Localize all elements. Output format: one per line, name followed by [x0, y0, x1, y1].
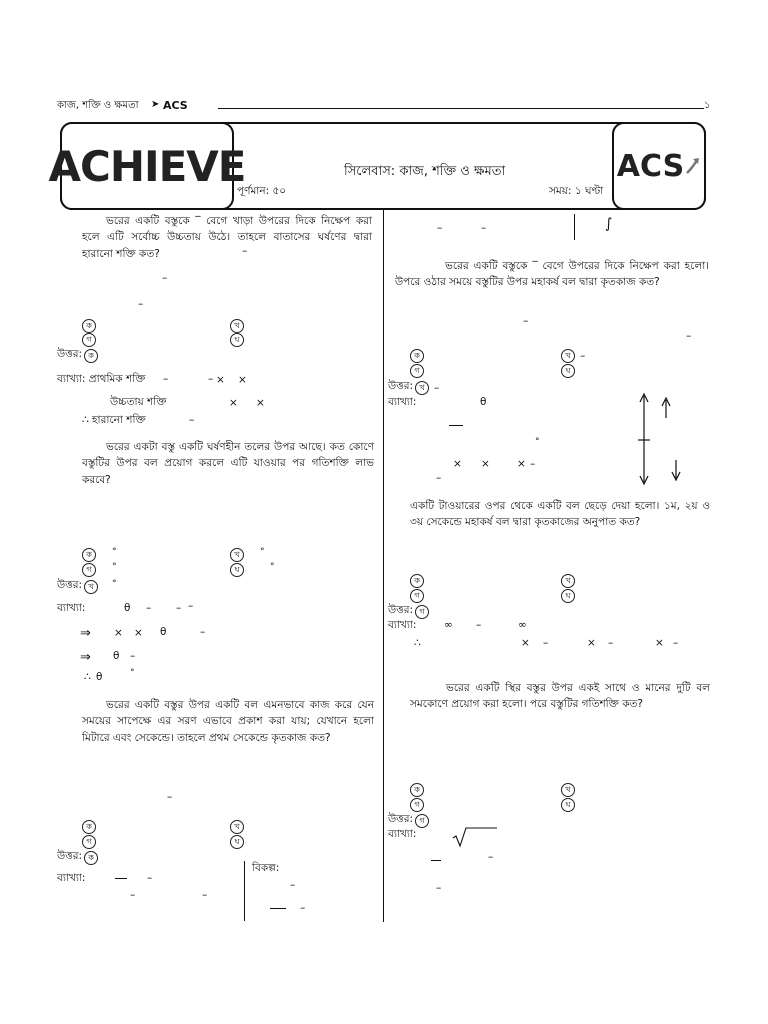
q5-exp-sym: –: [543, 637, 549, 649]
force-diagram: [630, 392, 690, 488]
fraction-bar: [115, 878, 127, 879]
q2-exp-sym: –: [146, 602, 152, 614]
q1-exp-sym: –: [208, 373, 214, 385]
q5-option-d[interactable]: [561, 589, 575, 603]
option-label: গ: [82, 563, 96, 577]
q2-option-b[interactable]: [230, 548, 265, 562]
q4-exp-sym: θ: [480, 396, 487, 408]
q2-option-d[interactable]: [230, 563, 275, 577]
q4-exp-sym: –: [530, 458, 536, 470]
q2-exp-sym: ∴: [84, 671, 91, 683]
q4-option-d[interactable]: [561, 364, 575, 378]
q1-exp-sym: ×: [216, 374, 225, 386]
q6-option-a[interactable]: [410, 783, 424, 797]
q2-exp-sym: ×: [134, 627, 143, 639]
q4-explanation: ব্যাখ্যা:: [388, 396, 417, 408]
syllabus-title: সিলেবাস: কাজ, শক্তি ও ক্ষমতা: [344, 164, 506, 179]
q1-formula-dash: –: [162, 272, 168, 284]
answer-label: উত্তর:: [388, 813, 414, 825]
q5-exp-sym: ×: [587, 637, 596, 649]
option-label: খ: [561, 783, 575, 797]
answer-value: খ: [84, 580, 98, 594]
option-label: গ: [410, 364, 424, 378]
q2-exp-sym: θ: [124, 602, 131, 614]
option-label: খ: [230, 319, 244, 333]
q4-option-b[interactable]: [561, 349, 585, 363]
q6-explanation: ব্যাখ্যা:: [388, 828, 417, 840]
q3-exp-sym: –: [300, 902, 306, 914]
q1-exp-sym: ×: [256, 397, 265, 409]
degree-sym: °: [260, 547, 265, 557]
question-1-text: ভরের একটি বস্তুকে ‾ বেগে খাড়া উপরের দিকে নিক্ষেপ করা হলে এটি সর্বোচ্চ উচ্চতায় উঠে। তাহলে বাতাসের ঘর্ষণের দ্বারা হারানো শক্তি কত?: [82, 215, 372, 260]
alt-divider: [244, 861, 245, 921]
question-3-text: ভরের একটি বস্তুর উপর একটি বল এমনভাবে কাজ করে যেন সময়ের সাপেক্ষে এর সরণ এভাবে প্রকাশ করা যায়; যেখানে হলো মিটারে এবং সেকেন্ডে। তাহলে প্রথম সেকেন্ডে কৃতকাজ কত?: [82, 699, 374, 744]
q1-exp-sym: ×: [229, 397, 238, 409]
q2-option-c[interactable]: [82, 563, 117, 577]
q4-exp-sym: °: [535, 437, 540, 447]
q1-exp-line3: ∴ হারানো শক্তি: [82, 414, 146, 426]
option-label: ক: [410, 574, 424, 588]
option-label: ঘ: [561, 589, 575, 603]
q4-exp-sym: ×: [481, 458, 490, 470]
option-label: ক: [410, 349, 424, 363]
q6-exp-sym: –: [436, 882, 442, 894]
q5-exp-sym: ×: [521, 637, 530, 649]
q3-exp-sym: –: [130, 889, 136, 901]
q2-answer: [57, 578, 117, 595]
question-2-text: ভরের একটা বস্তু একটি ঘর্ষণহীন তলের উপর আছে। কত কোণে বস্তুটির উপর বল প্রয়োগ করলে এটি যাওয়ার পর গতিশক্তি লাভ করবে?: [82, 441, 374, 486]
answer-value: গ: [415, 814, 429, 828]
acs-logo-box: [612, 122, 706, 210]
answer-label: উত্তর:: [57, 850, 83, 862]
q3-exp-sym: –: [290, 879, 296, 891]
question-6-text: ভরের একটি স্থির বস্তুর উপর একই সাথে ও মানের দুটি বল সমকোণে প্রয়োগ করা হলো। পরে বস্তুটির গতিশক্তি কত?: [410, 682, 710, 711]
acs-logo: ACS: [616, 148, 685, 184]
option-label: ঘ: [561, 798, 575, 812]
q2-exp-sym: –: [200, 626, 206, 638]
q4-exp-sym: –: [436, 472, 442, 484]
q1-answer: [57, 347, 98, 364]
q6-option-b[interactable]: [561, 783, 575, 797]
q5-answer: [388, 603, 429, 620]
q2-exp-sym: θ: [160, 626, 167, 638]
question-5-text: একটি টাওয়ারের ওপর থেকে একটি বল ছেড়ে দেয়া হলো। ১ম, ২য় ও ৩য় সেকেন্ডে মহাকর্ষ বল দ্বারা কৃতকাজের অনুপাত কত?: [410, 500, 710, 529]
option-label: গ: [410, 798, 424, 812]
degree-sym: °: [270, 562, 275, 572]
q2-exp-sym: –: [130, 650, 136, 662]
q2-exp-sym: °: [130, 668, 135, 678]
answer-value: ক: [84, 851, 98, 865]
q3-explanation: ব্যাখ্যা:: [57, 872, 86, 884]
chevron-icon: ➤: [151, 99, 160, 110]
q3-option-a[interactable]: [82, 820, 96, 834]
option-label: গ: [82, 333, 96, 347]
answer-value: গ: [415, 605, 429, 619]
achieve-logo-box: [48, 122, 246, 210]
q5-explanation: ব্যাখ্যা:: [388, 619, 417, 631]
answer-value: খ: [415, 381, 429, 395]
option-label: ঘ: [230, 835, 244, 849]
q1-formula-dash: –: [138, 298, 144, 310]
formula-dash: –: [437, 222, 443, 234]
q1-exp-sym: –: [189, 414, 195, 426]
answer-label: উত্তর:: [388, 380, 414, 392]
q5-option-b[interactable]: [561, 574, 575, 588]
q3-formula-dash: –: [167, 791, 173, 803]
q3-exp-sym: –: [147, 872, 153, 884]
q2-exp-sym: –: [188, 600, 194, 612]
q3-answer: [57, 849, 98, 866]
q5-option-c[interactable]: [410, 589, 424, 603]
option-label: ঘ: [230, 563, 244, 577]
running-header-title: কাজ, শক্তি ও ক্ষমতা: [57, 100, 139, 111]
degree-sym: °: [112, 547, 117, 557]
q5-exp-sym: ∞: [444, 619, 453, 631]
question-4-text: ভরের একটি বস্তুকে ‾ বেগে উপরের দিকে নিক্ষেপ করা হলো। উপরে ওঠার সময়ে বস্তুটির উপর মহাকর্ষ বল দ্বারা কৃতকাজ কত?: [395, 260, 709, 289]
option-label: ক: [82, 548, 96, 562]
degree-sym: °: [112, 578, 117, 589]
q1-formula-dash: –: [242, 245, 248, 257]
option-label: খ: [230, 548, 244, 562]
q5-exp-sym: –: [608, 637, 614, 649]
q4-option-a[interactable]: [410, 349, 424, 363]
option-label: ঘ: [230, 333, 244, 347]
option-label: খ: [561, 574, 575, 588]
option-label: গ: [410, 589, 424, 603]
q2-exp-sym: ×: [114, 627, 123, 639]
header-rule: [218, 108, 704, 109]
answer-label: উত্তর:: [57, 348, 83, 360]
answer-dash: –: [434, 381, 440, 394]
arrow-icon: [685, 157, 701, 175]
fraction-bar: [270, 908, 286, 909]
q2-exp-sym: –: [176, 602, 182, 614]
q1-option-b[interactable]: [230, 319, 244, 333]
q2-option-a[interactable]: [82, 548, 117, 562]
q4-answer: [388, 379, 439, 396]
q5-exp-sym: ∴: [414, 637, 421, 649]
q6-answer: [388, 812, 429, 829]
achieve-logo: ACHIEVE: [48, 141, 246, 191]
q4-formula-dash: –: [523, 315, 529, 327]
answer-value: ক: [84, 349, 98, 363]
q1-option-a[interactable]: [82, 319, 96, 333]
q4-exp-sym: ×: [517, 458, 526, 470]
q2-explanation: ব্যাখ্যা:: [57, 602, 86, 614]
option-label: খ: [561, 349, 575, 363]
option-label: ঘ: [561, 364, 575, 378]
option-label: ক: [82, 820, 96, 834]
fraction-bar: [431, 860, 441, 861]
full-marks: পূর্ণমান: ৫০: [237, 185, 287, 197]
q5-option-a[interactable]: [410, 574, 424, 588]
formula-dash: –: [481, 222, 487, 234]
q6-option-d[interactable]: [561, 798, 575, 812]
fraction-bar: [449, 425, 463, 426]
q2-exp-sym: θ: [113, 650, 120, 662]
q3-option-b[interactable]: [230, 820, 244, 834]
formula-bar: [574, 214, 575, 240]
q5-exp-sym: –: [476, 619, 482, 631]
q3-option-c[interactable]: [82, 835, 96, 849]
exam-time: সময়: ১ ঘণ্টা: [549, 185, 604, 197]
q5-exp-sym: ∞: [518, 619, 527, 631]
option-label: গ: [82, 835, 96, 849]
column-divider: [383, 210, 384, 922]
q1-exp-sym: ×: [238, 374, 247, 386]
q1-explanation: ব্যাখ্যা: প্রাথমিক শক্তি: [57, 373, 146, 385]
q4-exp-sym: ×: [453, 458, 462, 470]
option-label: খ: [230, 820, 244, 834]
q6-exp-sym: –: [488, 851, 494, 863]
q6-option-c[interactable]: [410, 798, 424, 812]
option-label: ক: [410, 783, 424, 797]
integral-sym: ∫: [605, 216, 613, 232]
q5-exp-sym: ×: [655, 637, 664, 649]
q4-formula-dash: –: [686, 330, 692, 342]
option-label: ক: [82, 319, 96, 333]
q3-exp-sym: –: [202, 889, 208, 901]
square-root-sign: [452, 826, 498, 848]
q2-exp-sym: θ: [96, 671, 103, 683]
q3-alt-label: বিকল্প:: [252, 862, 280, 874]
q1-exp-line2: উচ্চতায় শক্তি: [110, 396, 167, 408]
q5-exp-sym: –: [673, 637, 679, 649]
q2-exp-sym: ⇒: [80, 650, 91, 665]
q2-exp-sym: ⇒: [80, 626, 91, 641]
q1-exp-sym: –: [163, 373, 169, 385]
page-number: ১: [704, 100, 711, 111]
q4-option-c[interactable]: [410, 364, 424, 378]
q1-option-c[interactable]: [82, 333, 96, 347]
q1-option-d[interactable]: [230, 333, 244, 347]
q3-option-d[interactable]: [230, 835, 244, 849]
degree-sym: °: [112, 562, 117, 572]
option-dash: –: [580, 350, 586, 362]
acs-small-logo: ACS: [163, 99, 188, 112]
answer-label: উত্তর:: [57, 579, 83, 591]
answer-label: উত্তর:: [388, 604, 414, 616]
